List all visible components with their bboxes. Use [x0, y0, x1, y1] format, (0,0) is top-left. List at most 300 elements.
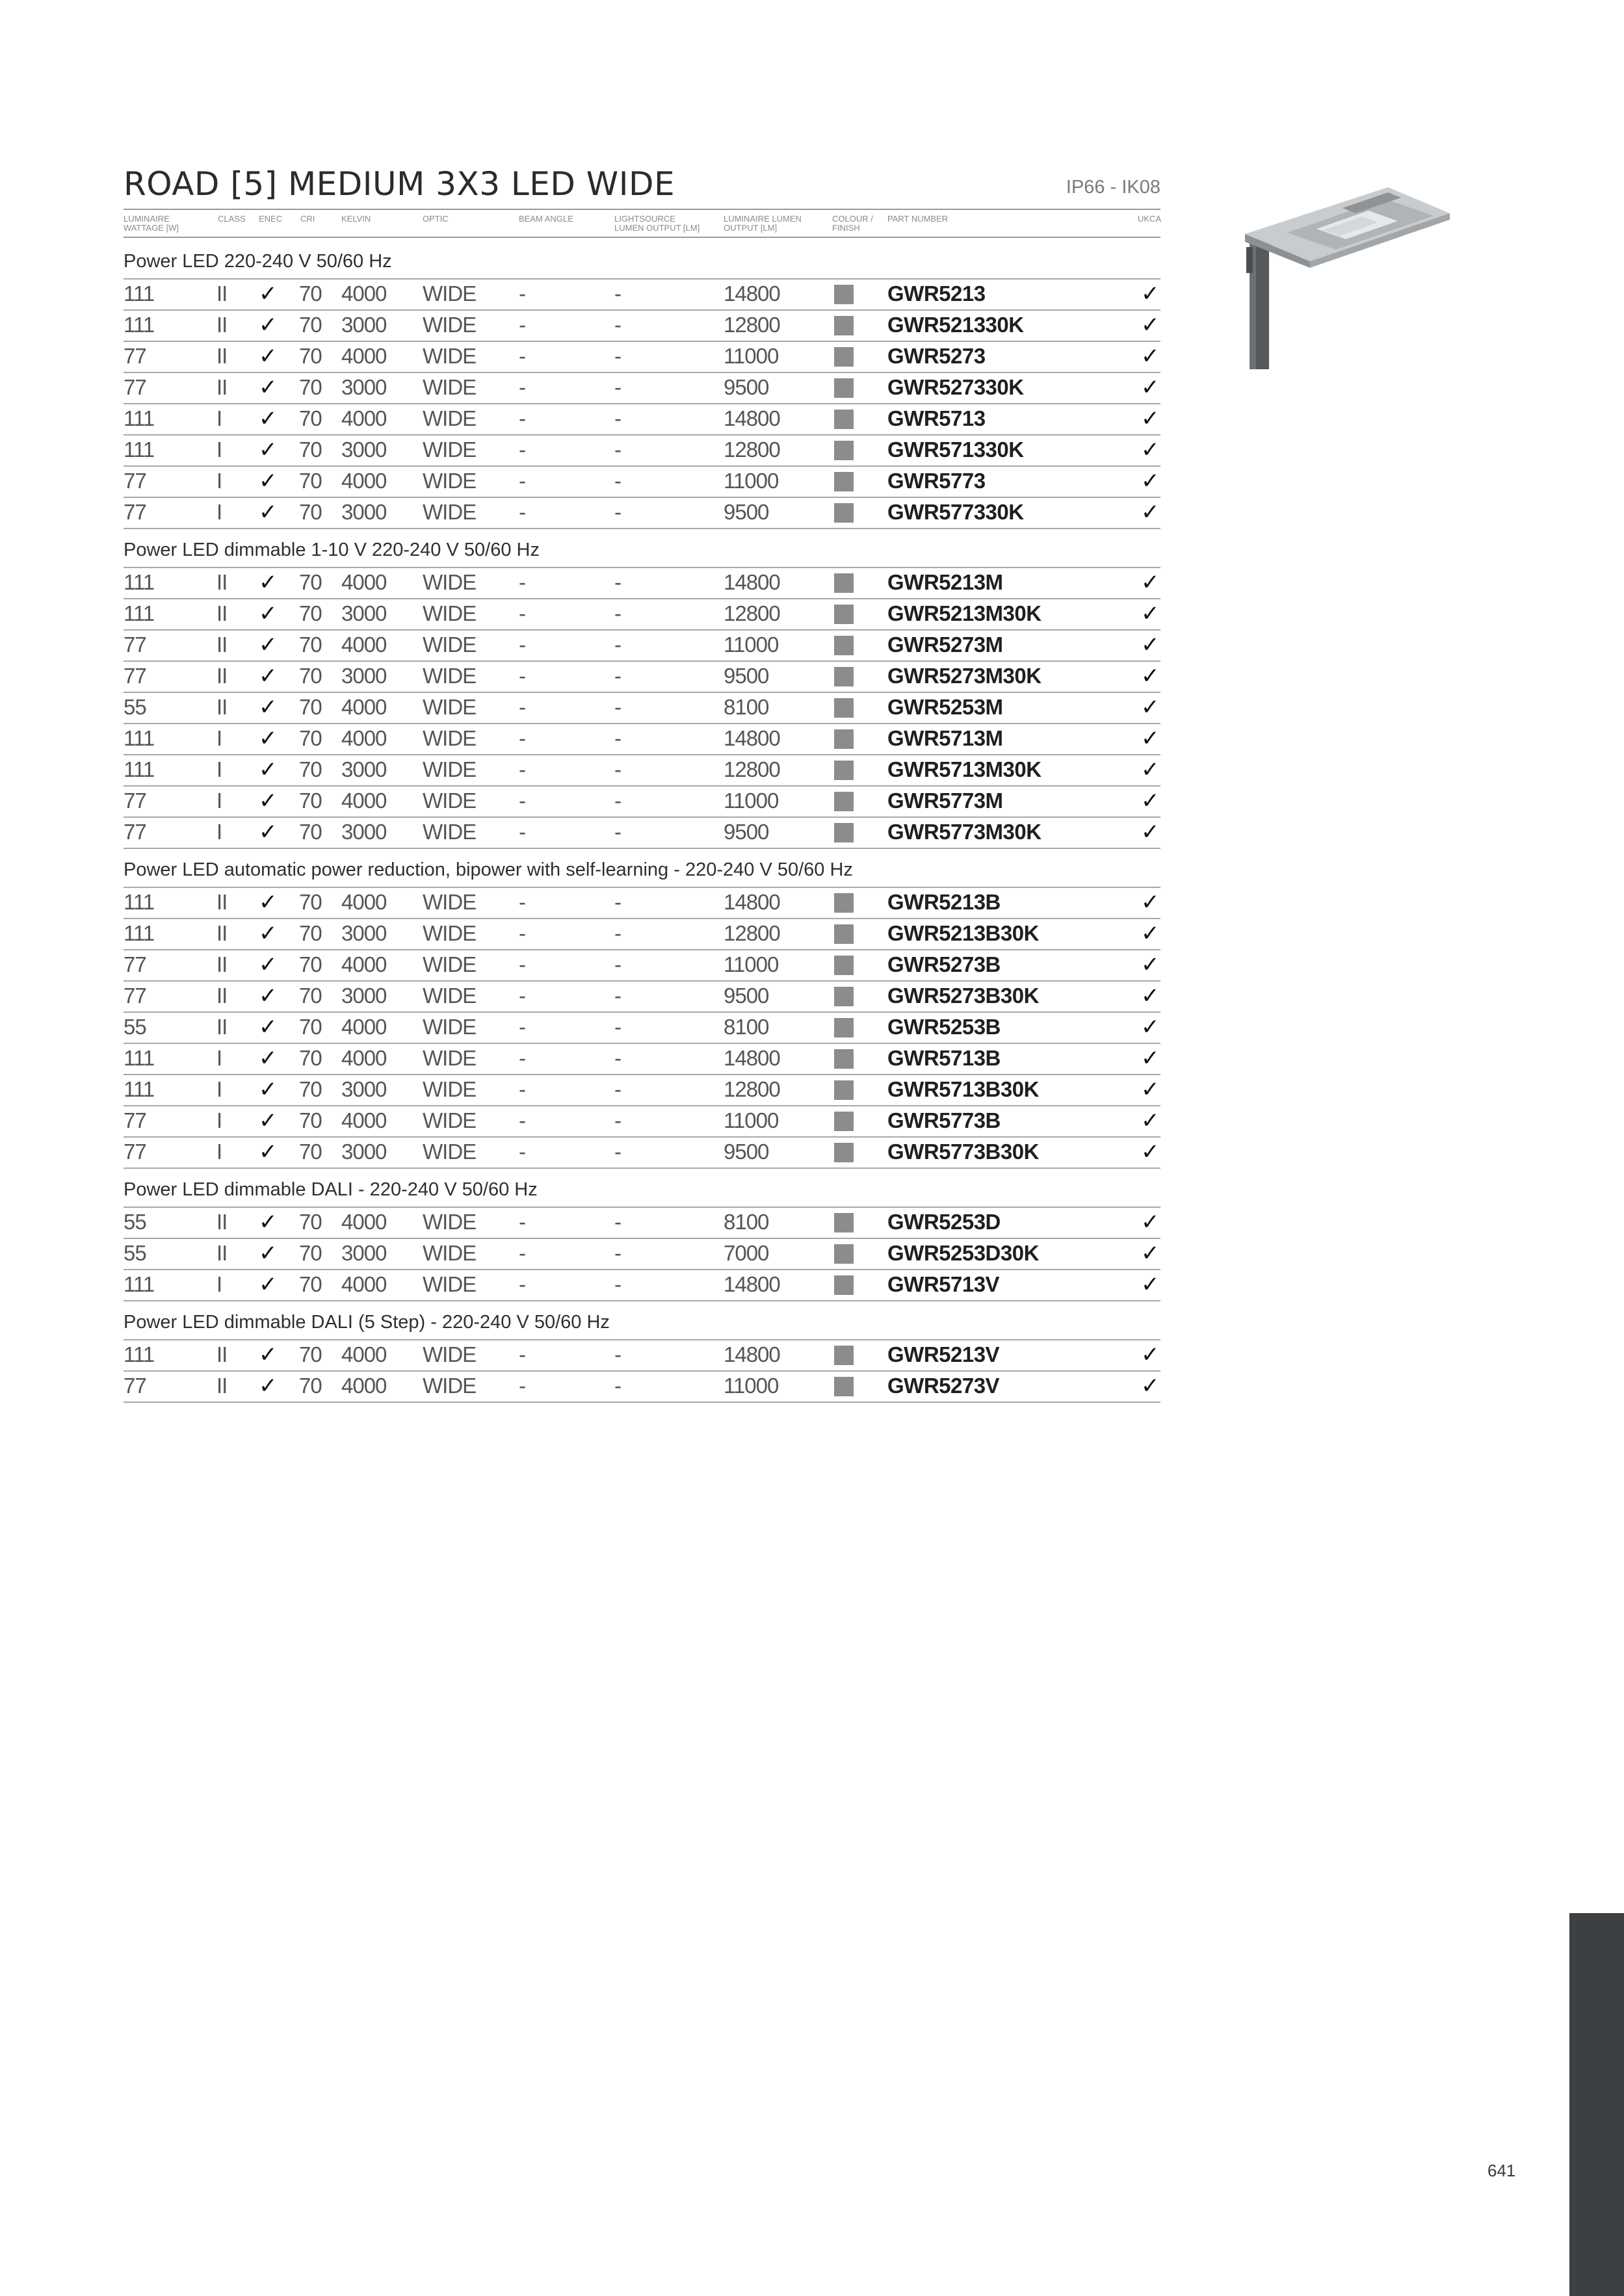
table-row [124, 465, 1160, 498]
enec-check-icon: ✓ [259, 1374, 277, 1398]
enec-check-icon: ✓ [259, 375, 277, 400]
header-colour-finish: COLOUR / FINISH [832, 214, 873, 233]
cell-luminaire-lumen: 11000 [724, 633, 779, 657]
table-row [124, 497, 1160, 529]
cell-beam-angle: - [519, 921, 525, 945]
cell-part-number: GWR5713M [887, 726, 1003, 750]
colour-swatch [834, 503, 854, 523]
enec-check-icon: ✓ [259, 1077, 277, 1102]
cell-lightsource-lumen: - [614, 1210, 621, 1234]
cell-part-number: GWR5773M [887, 789, 1003, 813]
cell-class: I [216, 1077, 222, 1101]
cell-kelvin: 3000 [341, 375, 387, 399]
cell-beam-angle: - [519, 1210, 525, 1234]
colour-swatch [834, 636, 854, 655]
colour-swatch [834, 956, 854, 975]
cell-cri: 70 [299, 344, 322, 368]
table-row [124, 629, 1160, 662]
cell-class: I [216, 1046, 222, 1070]
cell-lightsource-lumen: - [614, 406, 621, 430]
ukca-check-icon: ✓ [1141, 820, 1159, 844]
cell-wattage: 111 [124, 1342, 155, 1366]
cell-beam-angle: - [519, 757, 525, 781]
colour-swatch [834, 347, 854, 367]
cell-cri: 70 [299, 1342, 322, 1366]
cell-lightsource-lumen: - [614, 1140, 621, 1164]
cell-kelvin: 3000 [341, 500, 387, 524]
cell-part-number: GWR5273B [887, 952, 1001, 976]
cell-cri: 70 [299, 469, 322, 493]
cell-wattage: 111 [124, 313, 155, 337]
cell-class: II [216, 1210, 228, 1234]
enec-check-icon: ✓ [259, 1272, 277, 1297]
cell-wattage: 77 [124, 500, 146, 524]
table-row [124, 1269, 1160, 1301]
cell-beam-angle: - [519, 984, 525, 1008]
cell-part-number: GWR5273M [887, 633, 1003, 657]
ukca-check-icon: ✓ [1141, 664, 1159, 688]
cell-beam-angle: - [519, 281, 525, 306]
ukca-check-icon: ✓ [1141, 726, 1159, 751]
cell-wattage: 77 [124, 1140, 146, 1164]
cell-kelvin: 3000 [341, 921, 387, 945]
colour-swatch [834, 472, 854, 491]
enec-check-icon: ✓ [259, 695, 277, 720]
cell-wattage: 77 [124, 664, 146, 688]
cell-class: II [216, 375, 228, 399]
cell-cri: 70 [299, 1210, 322, 1234]
enec-check-icon: ✓ [259, 281, 277, 306]
table-row [124, 278, 1160, 311]
section-title: Power LED dimmable DALI (5 Step) - 220-240 V 50/60 Hz [124, 1312, 610, 1333]
cell-beam-angle: - [519, 1108, 525, 1132]
table-row [124, 1105, 1160, 1138]
colour-swatch [834, 1346, 854, 1365]
header-divider [124, 237, 1160, 238]
cell-class: II [216, 1342, 228, 1366]
colour-swatch [834, 667, 854, 686]
cell-optic: WIDE [423, 1374, 477, 1398]
ukca-check-icon: ✓ [1141, 375, 1159, 400]
cell-cri: 70 [299, 1108, 322, 1132]
cell-beam-angle: - [519, 952, 525, 976]
ukca-check-icon: ✓ [1141, 633, 1159, 657]
cell-part-number: GWR5273M30K [887, 664, 1041, 688]
header-luminaire-lumen: LUMINAIRE LUMEN OUTPUT [LM] [724, 214, 802, 233]
cell-beam-angle: - [519, 469, 525, 493]
cell-luminaire-lumen: 8100 [724, 1015, 769, 1039]
cell-class: II [216, 601, 228, 625]
cell-lightsource-lumen: - [614, 437, 621, 462]
colour-swatch [834, 924, 854, 944]
cell-optic: WIDE [423, 952, 477, 976]
colour-swatch [834, 823, 854, 842]
colour-swatch [834, 729, 854, 749]
cell-cri: 70 [299, 757, 322, 781]
cell-class: II [216, 890, 228, 914]
enec-check-icon: ✓ [259, 1046, 277, 1071]
cell-luminaire-lumen: 14800 [724, 1342, 780, 1366]
cell-beam-angle: - [519, 1046, 525, 1070]
colour-swatch [834, 378, 854, 398]
cell-optic: WIDE [423, 890, 477, 914]
cell-optic: WIDE [423, 500, 477, 524]
cell-wattage: 77 [124, 633, 146, 657]
table-row [124, 1011, 1160, 1044]
header-lightsource-lumen: LIGHTSOURCE LUMEN OUTPUT [LM] [614, 214, 700, 233]
cell-part-number: GWR5713M30K [887, 757, 1041, 781]
ukca-check-icon: ✓ [1141, 500, 1159, 525]
colour-swatch [834, 987, 854, 1006]
cell-lightsource-lumen: - [614, 984, 621, 1008]
cell-optic: WIDE [423, 344, 477, 368]
cell-kelvin: 4000 [341, 726, 387, 750]
cell-class: I [216, 437, 222, 462]
cell-part-number: GWR5713V [887, 1272, 1000, 1296]
cell-wattage: 111 [124, 921, 155, 945]
cell-part-number: GWR5213M30K [887, 601, 1041, 625]
cell-lightsource-lumen: - [614, 789, 621, 813]
enec-check-icon: ✓ [259, 601, 277, 626]
cell-part-number: GWR5713B [887, 1046, 1001, 1070]
cell-part-number: GWR5253D30K [887, 1241, 1039, 1265]
cell-part-number: GWR5213M [887, 570, 1003, 594]
header-optic: OPTIC [423, 214, 449, 224]
cell-lightsource-lumen: - [614, 469, 621, 493]
ip-rating: IP66 - IK08 [1066, 177, 1160, 198]
side-tab [1569, 1913, 1624, 2296]
cell-luminaire-lumen: 14800 [724, 1046, 780, 1070]
cell-beam-angle: - [519, 1077, 525, 1101]
cell-wattage: 55 [124, 1015, 146, 1039]
table-row [124, 918, 1160, 950]
cell-wattage: 55 [124, 695, 146, 719]
cell-optic: WIDE [423, 570, 477, 594]
cell-luminaire-lumen: 12800 [724, 437, 780, 462]
colour-swatch [834, 410, 854, 429]
cell-luminaire-lumen: 14800 [724, 406, 780, 430]
cell-luminaire-lumen: 12800 [724, 757, 780, 781]
cell-optic: WIDE [423, 601, 477, 625]
cell-cri: 70 [299, 890, 322, 914]
cell-lightsource-lumen: - [614, 1015, 621, 1039]
cell-cri: 70 [299, 570, 322, 594]
cell-optic: WIDE [423, 406, 477, 430]
colour-swatch [834, 1112, 854, 1131]
cell-optic: WIDE [423, 1108, 477, 1132]
cell-cri: 70 [299, 984, 322, 1008]
cell-optic: WIDE [423, 695, 477, 719]
cell-lightsource-lumen: - [614, 1108, 621, 1132]
cell-cri: 70 [299, 664, 322, 688]
table-row [124, 1370, 1160, 1403]
cell-lightsource-lumen: - [614, 695, 621, 719]
colour-swatch [834, 792, 854, 811]
cell-kelvin: 3000 [341, 1077, 387, 1101]
title-divider [124, 209, 1160, 210]
cell-wattage: 111 [124, 1272, 155, 1296]
cell-kelvin: 3000 [341, 757, 387, 781]
ukca-check-icon: ✓ [1141, 469, 1159, 493]
cell-part-number: GWR5253B [887, 1015, 1001, 1039]
table-row [124, 567, 1160, 599]
cell-wattage: 77 [124, 1108, 146, 1132]
header-part-number: PART NUMBER [887, 214, 949, 224]
enec-check-icon: ✓ [259, 984, 277, 1008]
cell-cri: 70 [299, 1241, 322, 1265]
cell-optic: WIDE [423, 1241, 477, 1265]
cell-cri: 70 [299, 820, 322, 844]
cell-lightsource-lumen: - [614, 1077, 621, 1101]
enec-check-icon: ✓ [259, 921, 277, 946]
table-row [124, 785, 1160, 818]
cell-luminaire-lumen: 11000 [724, 1374, 779, 1398]
ukca-check-icon: ✓ [1141, 952, 1159, 977]
cell-kelvin: 4000 [341, 469, 387, 493]
section-title: Power LED dimmable DALI - 220-240 V 50/60 Hz [124, 1179, 538, 1200]
header-cri: CRI [300, 214, 315, 224]
cell-beam-angle: - [519, 820, 525, 844]
cell-cri: 70 [299, 921, 322, 945]
ukca-check-icon: ✓ [1141, 789, 1159, 813]
cell-beam-angle: - [519, 313, 525, 337]
cell-beam-angle: - [519, 437, 525, 462]
ukca-check-icon: ✓ [1141, 570, 1159, 595]
cell-cri: 70 [299, 1140, 322, 1164]
colour-swatch [834, 698, 854, 718]
colour-swatch [834, 1213, 854, 1233]
cell-optic: WIDE [423, 1210, 477, 1234]
cell-wattage: 77 [124, 469, 146, 493]
table-row [124, 754, 1160, 787]
table-row [124, 816, 1160, 849]
cell-beam-angle: - [519, 344, 525, 368]
cell-class: I [216, 757, 222, 781]
cell-cri: 70 [299, 601, 322, 625]
cell-kelvin: 4000 [341, 1046, 387, 1070]
cell-beam-angle: - [519, 570, 525, 594]
cell-optic: WIDE [423, 789, 477, 813]
cell-luminaire-lumen: 14800 [724, 726, 780, 750]
cell-luminaire-lumen: 14800 [724, 281, 780, 306]
cell-class: I [216, 789, 222, 813]
enec-check-icon: ✓ [259, 664, 277, 688]
cell-class: II [216, 344, 228, 368]
ukca-check-icon: ✓ [1141, 281, 1159, 306]
cell-cri: 70 [299, 726, 322, 750]
cell-part-number: GWR5253M [887, 695, 1003, 719]
cell-kelvin: 4000 [341, 633, 387, 657]
table-row [124, 403, 1160, 436]
table-row [124, 692, 1160, 724]
cell-wattage: 77 [124, 820, 146, 844]
cell-kelvin: 3000 [341, 313, 387, 337]
enec-check-icon: ✓ [259, 313, 277, 337]
cell-optic: WIDE [423, 437, 477, 462]
enec-check-icon: ✓ [259, 890, 277, 915]
enec-check-icon: ✓ [259, 570, 277, 595]
enec-check-icon: ✓ [259, 1108, 277, 1133]
cell-class: II [216, 1374, 228, 1398]
enec-check-icon: ✓ [259, 406, 277, 431]
cell-kelvin: 4000 [341, 890, 387, 914]
cell-kelvin: 3000 [341, 820, 387, 844]
cell-optic: WIDE [423, 633, 477, 657]
cell-lightsource-lumen: - [614, 344, 621, 368]
cell-class: I [216, 1140, 222, 1164]
cell-part-number: GWR5713B30K [887, 1077, 1039, 1101]
cell-kelvin: 4000 [341, 344, 387, 368]
cell-kelvin: 4000 [341, 1374, 387, 1398]
enec-check-icon: ✓ [259, 820, 277, 844]
cell-luminaire-lumen: 9500 [724, 984, 769, 1008]
cell-optic: WIDE [423, 281, 477, 306]
cell-part-number: GWR577330K [887, 500, 1024, 524]
table-row [124, 980, 1160, 1013]
header-wattage: LUMINAIRE WATTAGE [W] [124, 214, 179, 233]
colour-swatch [834, 441, 854, 460]
cell-beam-angle: - [519, 406, 525, 430]
cell-luminaire-lumen: 12800 [724, 1077, 780, 1101]
cell-beam-angle: - [519, 726, 525, 750]
table-row [124, 949, 1160, 982]
cell-class: I [216, 820, 222, 844]
enec-check-icon: ✓ [259, 1342, 277, 1367]
header-enec: ENEC [259, 214, 283, 224]
cell-luminaire-lumen: 11000 [724, 1108, 779, 1132]
table-row [124, 1136, 1160, 1169]
cell-class: II [216, 921, 228, 945]
cell-wattage: 111 [124, 890, 155, 914]
cell-class: I [216, 726, 222, 750]
cell-lightsource-lumen: - [614, 601, 621, 625]
cell-optic: WIDE [423, 820, 477, 844]
cell-part-number: GWR5773 [887, 469, 986, 493]
colour-swatch [834, 1018, 854, 1037]
cell-kelvin: 4000 [341, 570, 387, 594]
colour-swatch [834, 1049, 854, 1069]
cell-beam-angle: - [519, 500, 525, 524]
cell-class: I [216, 500, 222, 524]
cell-kelvin: 3000 [341, 1241, 387, 1265]
cell-wattage: 77 [124, 1374, 146, 1398]
enec-check-icon: ✓ [259, 952, 277, 977]
table-row [124, 1043, 1160, 1075]
cell-class: II [216, 313, 228, 337]
cell-kelvin: 4000 [341, 281, 387, 306]
ukca-check-icon: ✓ [1141, 1374, 1159, 1398]
ukca-check-icon: ✓ [1141, 1108, 1159, 1133]
table-row [124, 660, 1160, 693]
page-title: ROAD [5] MEDIUM 3X3 LED WIDE [124, 165, 675, 203]
ukca-check-icon: ✓ [1141, 437, 1159, 462]
cell-beam-angle: - [519, 695, 525, 719]
cell-lightsource-lumen: - [614, 664, 621, 688]
cell-wattage: 111 [124, 1077, 155, 1101]
cell-luminaire-lumen: 8100 [724, 1210, 769, 1234]
colour-swatch [834, 893, 854, 913]
cell-part-number: GWR5213B30K [887, 921, 1039, 945]
ukca-check-icon: ✓ [1141, 1342, 1159, 1367]
cell-optic: WIDE [423, 375, 477, 399]
table-row [124, 1339, 1160, 1372]
header-kelvin: KELVIN [341, 214, 371, 224]
table-row [124, 1238, 1160, 1270]
table-row [124, 598, 1160, 631]
cell-class: II [216, 984, 228, 1008]
luminaire-image [1238, 182, 1453, 371]
cell-cri: 70 [299, 1015, 322, 1039]
cell-optic: WIDE [423, 664, 477, 688]
enec-check-icon: ✓ [259, 1015, 277, 1039]
cell-kelvin: 4000 [341, 1342, 387, 1366]
cell-kelvin: 4000 [341, 1108, 387, 1132]
cell-luminaire-lumen: 9500 [724, 1140, 769, 1164]
cell-lightsource-lumen: - [614, 281, 621, 306]
cell-lightsource-lumen: - [614, 820, 621, 844]
ukca-check-icon: ✓ [1141, 695, 1159, 720]
cell-part-number: GWR5773B [887, 1108, 1001, 1132]
cell-part-number: GWR521330K [887, 313, 1024, 337]
cell-wattage: 111 [124, 757, 155, 781]
cell-beam-angle: - [519, 1272, 525, 1296]
cell-wattage: 111 [124, 601, 155, 625]
cell-optic: WIDE [423, 726, 477, 750]
cell-optic: WIDE [423, 1140, 477, 1164]
cell-kelvin: 4000 [341, 406, 387, 430]
cell-beam-angle: - [519, 664, 525, 688]
cell-wattage: 111 [124, 726, 155, 750]
cell-cri: 70 [299, 633, 322, 657]
cell-wattage: 55 [124, 1241, 146, 1265]
table-row [124, 372, 1160, 404]
cell-kelvin: 3000 [341, 984, 387, 1008]
cell-luminaire-lumen: 12800 [724, 313, 780, 337]
cell-optic: WIDE [423, 984, 477, 1008]
cell-kelvin: 4000 [341, 695, 387, 719]
cell-luminaire-lumen: 9500 [724, 500, 769, 524]
cell-wattage: 77 [124, 789, 146, 813]
colour-swatch [834, 761, 854, 780]
ukca-check-icon: ✓ [1141, 1140, 1159, 1164]
cell-cri: 70 [299, 695, 322, 719]
cell-luminaire-lumen: 14800 [724, 570, 780, 594]
cell-wattage: 111 [124, 281, 155, 306]
cell-optic: WIDE [423, 313, 477, 337]
header-ukca: UKCA [1138, 214, 1162, 224]
cell-lightsource-lumen: - [614, 1046, 621, 1070]
cell-luminaire-lumen: 7000 [724, 1241, 769, 1265]
cell-luminaire-lumen: 9500 [724, 375, 769, 399]
enec-check-icon: ✓ [259, 437, 277, 462]
cell-lightsource-lumen: - [614, 570, 621, 594]
ukca-check-icon: ✓ [1141, 757, 1159, 782]
colour-swatch [834, 1244, 854, 1264]
cell-part-number: GWR5773B30K [887, 1140, 1039, 1164]
cell-part-number: GWR5713 [887, 406, 986, 430]
ukca-check-icon: ✓ [1141, 1015, 1159, 1039]
cell-cri: 70 [299, 313, 322, 337]
cell-lightsource-lumen: - [614, 726, 621, 750]
colour-swatch [834, 285, 854, 304]
cell-wattage: 55 [124, 1210, 146, 1234]
cell-luminaire-lumen: 12800 [724, 601, 780, 625]
cell-class: I [216, 469, 222, 493]
cell-lightsource-lumen: - [614, 313, 621, 337]
ukca-check-icon: ✓ [1141, 1077, 1159, 1102]
cell-optic: WIDE [423, 469, 477, 493]
table-row [124, 309, 1160, 342]
